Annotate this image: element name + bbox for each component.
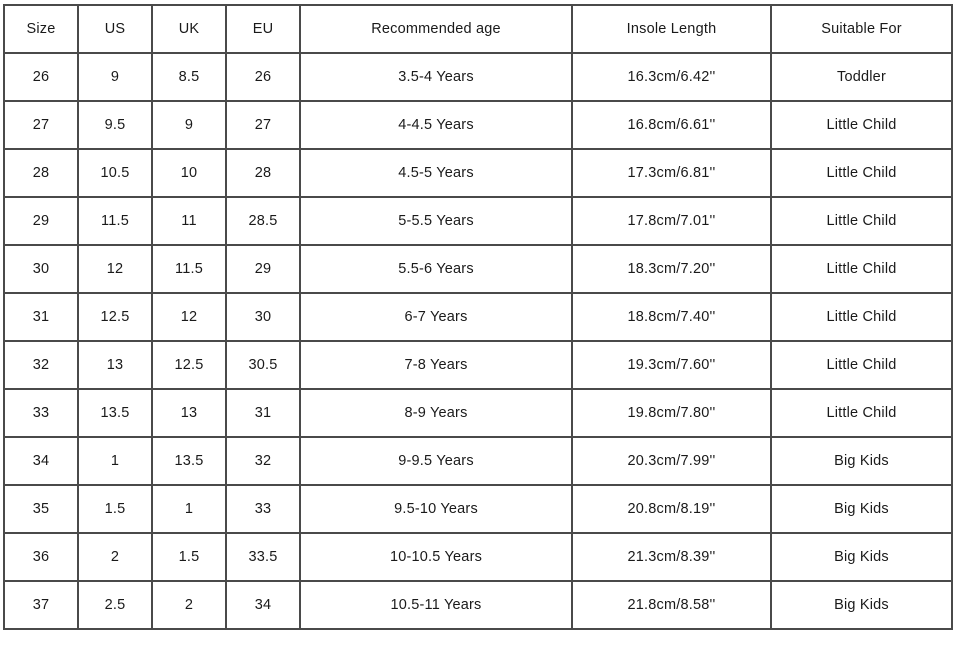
cell-us: 9	[78, 53, 152, 101]
cell-eu: 33	[226, 485, 300, 533]
cell-size: 29	[4, 197, 78, 245]
cell-uk: 11	[152, 197, 226, 245]
cell-suitable-for: Little Child	[771, 149, 952, 197]
cell-suitable-for: Little Child	[771, 245, 952, 293]
cell-suitable-for: Little Child	[771, 101, 952, 149]
cell-us: 9.5	[78, 101, 152, 149]
table-row	[4, 293, 952, 341]
cell-recommended-age: 10-10.5 Years	[300, 533, 572, 581]
cell-eu: 30	[226, 293, 300, 341]
cell-recommended-age: 5-5.5 Years	[300, 197, 572, 245]
table-row	[4, 389, 952, 437]
cell-eu: 27	[226, 101, 300, 149]
cell-suitable-for: Big Kids	[771, 581, 952, 629]
cell-suitable-for: Big Kids	[771, 485, 952, 533]
cell-size: 34	[4, 437, 78, 485]
size-chart-table	[3, 4, 953, 630]
cell-insole-length: 17.3cm/6.81''	[572, 149, 771, 197]
table-row	[4, 197, 952, 245]
cell-us: 12	[78, 245, 152, 293]
cell-recommended-age: 4-4.5 Years	[300, 101, 572, 149]
cell-size: 27	[4, 101, 78, 149]
cell-recommended-age: 6-7 Years	[300, 293, 572, 341]
cell-uk: 1	[152, 485, 226, 533]
cell-suitable-for: Big Kids	[771, 533, 952, 581]
cell-size: 37	[4, 581, 78, 629]
cell-suitable-for: Little Child	[771, 293, 952, 341]
cell-insole-length: 16.8cm/6.61''	[572, 101, 771, 149]
cell-uk: 2	[152, 581, 226, 629]
column-header-insole-length: Insole Length	[572, 5, 771, 53]
cell-eu: 28.5	[226, 197, 300, 245]
cell-eu: 34	[226, 581, 300, 629]
header-row	[4, 5, 952, 53]
cell-suitable-for: Little Child	[771, 341, 952, 389]
cell-uk: 12	[152, 293, 226, 341]
cell-us: 13.5	[78, 389, 152, 437]
cell-uk: 10	[152, 149, 226, 197]
table-row	[4, 437, 952, 485]
cell-recommended-age: 4.5-5 Years	[300, 149, 572, 197]
cell-eu: 26	[226, 53, 300, 101]
cell-insole-length: 18.8cm/7.40''	[572, 293, 771, 341]
cell-insole-length: 19.3cm/7.60''	[572, 341, 771, 389]
cell-us: 1	[78, 437, 152, 485]
cell-insole-length: 21.3cm/8.39''	[572, 533, 771, 581]
table-row	[4, 341, 952, 389]
table-row	[4, 53, 952, 101]
cell-insole-length: 20.3cm/7.99''	[572, 437, 771, 485]
column-header-recommended-age: Recommended age	[300, 5, 572, 53]
cell-uk: 13.5	[152, 437, 226, 485]
column-header-us: US	[78, 5, 152, 53]
column-header-size: Size	[4, 5, 78, 53]
column-header-eu: EU	[226, 5, 300, 53]
cell-eu: 31	[226, 389, 300, 437]
cell-insole-length: 16.3cm/6.42''	[572, 53, 771, 101]
cell-insole-length: 19.8cm/7.80''	[572, 389, 771, 437]
cell-size: 36	[4, 533, 78, 581]
table-row	[4, 101, 952, 149]
cell-us: 13	[78, 341, 152, 389]
cell-suitable-for: Little Child	[771, 389, 952, 437]
cell-recommended-age: 9-9.5 Years	[300, 437, 572, 485]
cell-eu: 32	[226, 437, 300, 485]
cell-suitable-for: Big Kids	[771, 437, 952, 485]
cell-recommended-age: 9.5-10 Years	[300, 485, 572, 533]
cell-size: 33	[4, 389, 78, 437]
cell-us: 12.5	[78, 293, 152, 341]
cell-size: 26	[4, 53, 78, 101]
cell-us: 10.5	[78, 149, 152, 197]
cell-uk: 8.5	[152, 53, 226, 101]
cell-recommended-age: 5.5-6 Years	[300, 245, 572, 293]
cell-us: 1.5	[78, 485, 152, 533]
cell-us: 2.5	[78, 581, 152, 629]
cell-recommended-age: 8-9 Years	[300, 389, 572, 437]
table-row	[4, 485, 952, 533]
table-header	[4, 5, 952, 53]
cell-insole-length: 21.8cm/8.58''	[572, 581, 771, 629]
table-row	[4, 581, 952, 629]
cell-insole-length: 18.3cm/7.20''	[572, 245, 771, 293]
size-chart-container	[3, 4, 953, 630]
cell-us: 11.5	[78, 197, 152, 245]
cell-eu: 28	[226, 149, 300, 197]
cell-uk: 1.5	[152, 533, 226, 581]
cell-eu: 33.5	[226, 533, 300, 581]
cell-uk: 13	[152, 389, 226, 437]
cell-eu: 29	[226, 245, 300, 293]
cell-recommended-age: 3.5-4 Years	[300, 53, 572, 101]
cell-size: 35	[4, 485, 78, 533]
cell-suitable-for: Little Child	[771, 197, 952, 245]
table-row	[4, 245, 952, 293]
cell-eu: 30.5	[226, 341, 300, 389]
cell-size: 28	[4, 149, 78, 197]
cell-size: 30	[4, 245, 78, 293]
cell-uk: 12.5	[152, 341, 226, 389]
cell-size: 32	[4, 341, 78, 389]
cell-suitable-for: Toddler	[771, 53, 952, 101]
cell-uk: 9	[152, 101, 226, 149]
cell-recommended-age: 7-8 Years	[300, 341, 572, 389]
cell-uk: 11.5	[152, 245, 226, 293]
cell-insole-length: 20.8cm/8.19''	[572, 485, 771, 533]
column-header-uk: UK	[152, 5, 226, 53]
table-row	[4, 533, 952, 581]
table-row	[4, 149, 952, 197]
cell-us: 2	[78, 533, 152, 581]
cell-size: 31	[4, 293, 78, 341]
column-header-suitable-for: Suitable For	[771, 5, 952, 53]
table-body	[4, 53, 952, 629]
cell-recommended-age: 10.5-11 Years	[300, 581, 572, 629]
cell-insole-length: 17.8cm/7.01''	[572, 197, 771, 245]
